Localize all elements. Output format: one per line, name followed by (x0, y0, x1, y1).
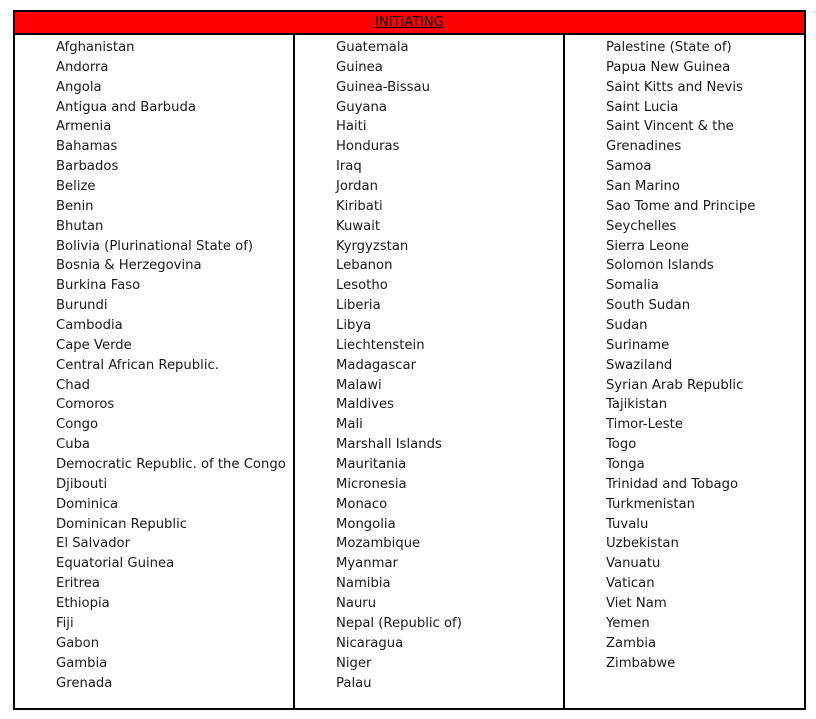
country-item: Jordan (336, 179, 378, 195)
country-item: Kiribati (336, 198, 383, 214)
country-item: Syrian Arab Republic (606, 377, 744, 393)
country-item: Angola (56, 79, 102, 95)
country-item: Comoros (56, 397, 115, 413)
country-item: Grenadines (606, 139, 682, 155)
country-item: Turkmenistan (606, 496, 695, 512)
country-item: Trinidad and Tobago (606, 476, 739, 492)
country-item: Saint Lucia (606, 99, 679, 115)
country-item: Monaco (336, 496, 388, 512)
country-item: Mozambique (336, 536, 421, 552)
country-item: Liechtenstein (336, 337, 425, 353)
country-item: Lebanon (336, 258, 393, 274)
country-item: South Sudan (606, 298, 691, 314)
country-item: Namibia (336, 576, 391, 592)
country-item: Eritrea (56, 576, 100, 592)
country-item: Honduras (336, 139, 400, 155)
country-item: Niger (336, 655, 372, 671)
column-2 (295, 35, 565, 708)
country-item: Guinea (336, 59, 383, 75)
country-item: Timor-Leste (606, 417, 683, 433)
country-item: Lesotho (336, 278, 388, 294)
country-list-2 (336, 38, 462, 693)
country-item: Haiti (336, 119, 367, 135)
country-item: Sierra Leone (606, 238, 689, 254)
country-item: Armenia (56, 119, 112, 135)
country-item: Grenada (56, 675, 113, 691)
country-item: Swaziland (606, 357, 673, 373)
country-item: Iraq (336, 159, 362, 175)
country-item: Zambia (606, 635, 657, 651)
country-item: Liberia (336, 298, 381, 314)
country-item: Zimbabwe (606, 655, 676, 671)
country-item: Viet Nam (606, 596, 667, 612)
country-item: Gambia (56, 655, 108, 671)
country-item: Guyana (336, 99, 387, 115)
country-item: Guinea-Bissau (336, 79, 430, 95)
country-item: Antigua and Barbuda (56, 99, 196, 115)
table-header: INITIATING (15, 12, 804, 35)
country-item: Micronesia (336, 476, 407, 492)
country-item: Bhutan (56, 218, 104, 234)
country-item: Burundi (56, 298, 108, 314)
country-item: Belize (56, 179, 96, 195)
country-item: Saint Vincent & the (606, 119, 734, 135)
country-item: Bolivia (Plurinational State of) (56, 238, 253, 254)
country-item: Guatemala (336, 40, 409, 55)
country-item: El Salvador (56, 536, 131, 552)
country-item: Marshall Islands (336, 437, 442, 453)
column-3 (565, 35, 804, 708)
country-item: Bahamas (56, 139, 118, 155)
country-item: Myanmar (336, 556, 398, 572)
country-item: Papua New Guinea (606, 59, 731, 75)
country-item: Fiji (56, 615, 74, 631)
country-table (13, 10, 806, 710)
country-item: Seychelles (606, 218, 677, 234)
country-item: Cambodia (56, 318, 123, 334)
country-item: Chad (56, 377, 91, 393)
country-item: Uzbekistan (606, 536, 679, 552)
country-item: Vanuatu (606, 556, 661, 572)
country-item: Bosnia & Herzegovina (56, 258, 202, 274)
country-item: Democratic Republic. of the Congo (56, 457, 286, 473)
country-item: Solomon Islands (606, 258, 714, 274)
country-item: Malawi (336, 377, 382, 393)
country-item: Togo (606, 437, 637, 453)
country-item: Suriname (606, 337, 670, 353)
country-item: Tonga (606, 457, 645, 473)
country-item: Sudan (606, 318, 648, 334)
country-item: Yemen (606, 615, 650, 631)
country-item: Cuba (56, 437, 91, 453)
country-item: Central African Republic. (56, 357, 219, 373)
country-item: Saint Kitts and Nevis (606, 79, 743, 95)
country-item: Nicaragua (336, 635, 404, 651)
country-item: Andorra (56, 59, 109, 75)
country-item: Barbados (56, 159, 119, 175)
country-item: Somalia (606, 278, 659, 294)
country-list-3 (606, 38, 755, 674)
country-item: Equatorial Guinea (56, 556, 175, 572)
country-item: Mali (336, 417, 363, 433)
country-item: San Marino (606, 179, 680, 195)
country-item: Sao Tome and Principe (606, 198, 756, 214)
country-item: Ethiopia (56, 596, 110, 612)
country-item: Burkina Faso (56, 278, 141, 294)
country-item: Cape Verde (56, 337, 132, 353)
country-item: Palestine (State of) (606, 40, 732, 55)
country-item: Samoa (606, 159, 652, 175)
country-item: Vatican (606, 576, 655, 592)
country-item: Djibouti (56, 476, 108, 492)
country-item: Maldives (336, 397, 394, 413)
country-item: Madagascar (336, 357, 416, 373)
country-item: Dominican Republic (56, 516, 187, 532)
country-item: Kuwait (336, 218, 381, 234)
country-item: Mauritania (336, 457, 407, 473)
country-item: Tajikistan (606, 397, 668, 413)
country-item: Afghanistan (56, 40, 135, 55)
country-list-1 (56, 38, 286, 693)
country-item: Nepal (Republic of) (336, 615, 462, 631)
country-item: Dominica (56, 496, 119, 512)
country-item: Mongolia (336, 516, 396, 532)
country-item: Gabon (56, 635, 100, 651)
country-item: Congo (56, 417, 99, 433)
column-1 (15, 35, 295, 708)
country-item: Kyrgyzstan (336, 238, 409, 254)
country-item: Palau (336, 675, 372, 691)
country-item: Tuvalu (606, 516, 649, 532)
country-item: Libya (336, 318, 372, 334)
country-item: Benin (56, 198, 94, 214)
country-item: Nauru (336, 596, 377, 612)
